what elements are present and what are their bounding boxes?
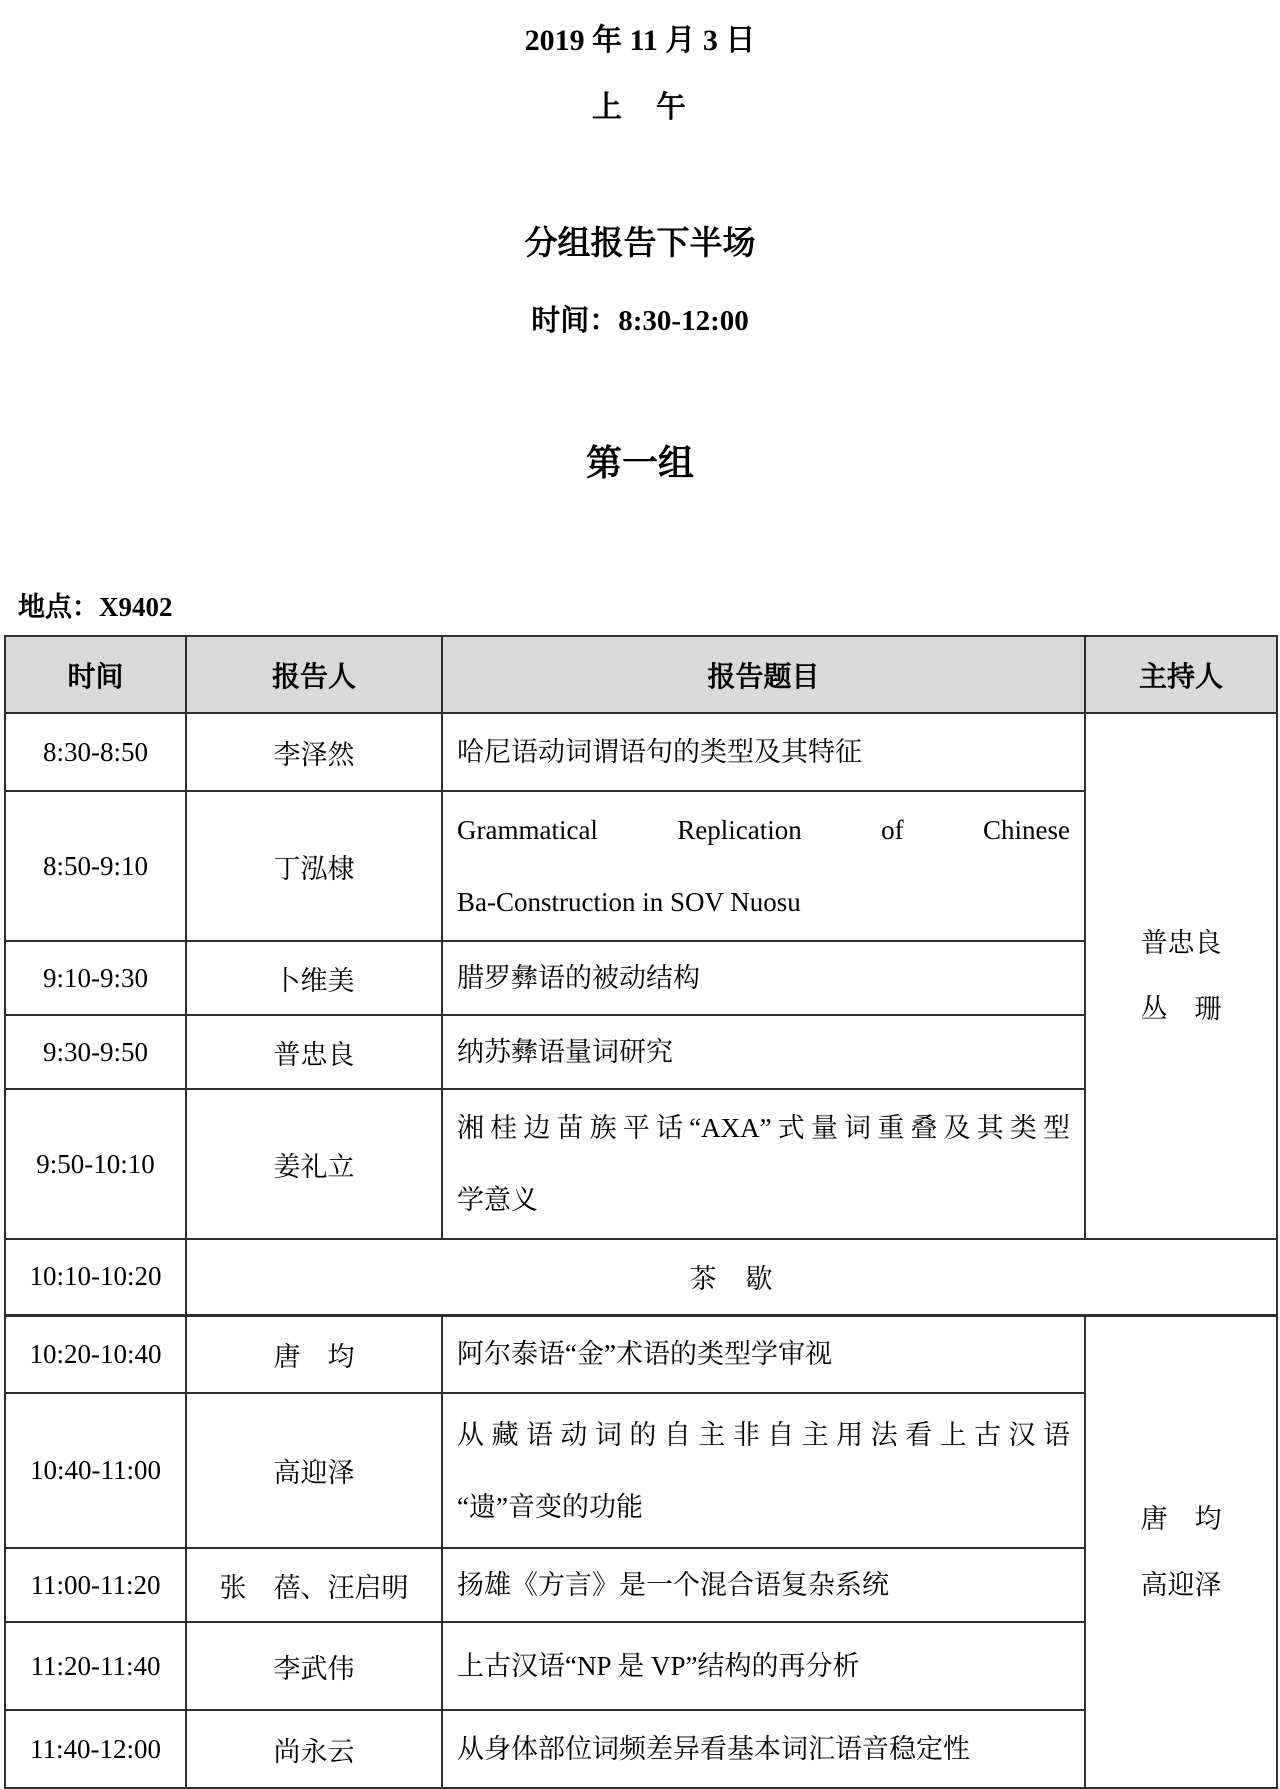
presenter-cell: 丁泓棣 (186, 791, 442, 941)
time-cell: 10:10-10:20 (5, 1239, 186, 1315)
chair-name: 高迎泽 (1140, 1569, 1222, 1600)
title-text: 纳苏彝语量词研究 (457, 1037, 673, 1067)
presenter-cell: 唐 均 (186, 1315, 442, 1393)
presenter-cell: 李武伟 (186, 1622, 442, 1710)
title-cell (442, 791, 1085, 941)
time-cell: 11:20-11:40 (5, 1622, 186, 1710)
tea-break-row (5, 1239, 1277, 1315)
time-cell: 10:20-10:40 (5, 1315, 186, 1393)
time-cell: 8:30-8:50 (5, 713, 186, 791)
title-cell (442, 1393, 1085, 1548)
title-text: 从身体部位词频差异看基本词汇语音稳定性 (457, 1734, 970, 1764)
title-text: 从藏语动词的自主非自主用法看上古汉语 (457, 1419, 1070, 1450)
session-time: 时间：8:30-12:00 (531, 305, 749, 337)
title-text: Ba-Construction in SOV Nuosu (457, 887, 801, 917)
group-title: 第一组 (585, 443, 694, 483)
header-row (5, 636, 1277, 713)
title-text: 哈尼语动词谓语句的类型及其特征 (457, 737, 862, 767)
chair-name: 丛 珊 (1140, 994, 1222, 1024)
title-text: 湘桂边苗族平话“AXA”式量词重叠及其类型 (457, 1113, 1070, 1143)
title-text: 阿尔泰语“金”术语的类型学审视 (457, 1339, 832, 1370)
title-cell (442, 1315, 1085, 1393)
time-cell: 8:50-9:10 (5, 791, 186, 941)
title-text: 扬雄《方言》是一个混合语复杂系统 (457, 1570, 889, 1600)
session-title: 上 午 (592, 91, 688, 124)
time-cell: 9:50-10:10 (5, 1089, 186, 1239)
table-row (5, 713, 1277, 791)
title-cell (442, 1622, 1085, 1710)
section-title: 分组报告下半场 (524, 226, 756, 262)
time-cell: 9:10-9:30 (5, 941, 186, 1015)
time-cell: 11:40-12:00 (5, 1710, 186, 1788)
presenter-cell: 张 蓓、汪启明 (186, 1548, 442, 1622)
schedule-table (4, 635, 1278, 1789)
table-row (5, 1315, 1277, 1393)
presenter-cell: 尚永云 (186, 1710, 442, 1788)
presenter-cell: 普忠良 (186, 1015, 442, 1089)
col-header-chair: 主持人 (1085, 636, 1277, 713)
title-cell (442, 1710, 1085, 1788)
title-cell (442, 1089, 1085, 1239)
title-text: 腊罗彝语的被动结构 (457, 963, 700, 993)
time-cell: 10:40-11:00 (5, 1393, 186, 1548)
title-text: 学意义 (457, 1185, 538, 1215)
chair-name: 唐 均 (1140, 1503, 1222, 1534)
col-header-title: 报告题目 (442, 636, 1085, 713)
title-text: Grammatical Replication of Chinese (457, 815, 1070, 845)
tea-break-label: 茶 歇 (186, 1239, 1277, 1315)
title-cell (442, 713, 1085, 791)
title-cell (442, 1548, 1085, 1622)
title-cell (442, 1015, 1085, 1089)
location-label: 地点：X9402 (18, 592, 173, 622)
time-cell: 9:30-9:50 (5, 1015, 186, 1089)
date-title: 2019 年 11 月 3 日 (524, 24, 756, 57)
presenter-cell: 高迎泽 (186, 1393, 442, 1548)
title-cell (442, 941, 1085, 1015)
col-header-time: 时间 (5, 636, 186, 713)
title-text: 上古汉语“NP 是 VP”结构的再分析 (457, 1651, 860, 1681)
chair-name: 普忠良 (1140, 928, 1222, 958)
col-header-presenter: 报告人 (186, 636, 442, 713)
title-text: “遗”音变的功能 (457, 1491, 643, 1522)
time-cell: 11:00-11:20 (5, 1548, 186, 1622)
presenter-cell: 李泽然 (186, 713, 442, 791)
chair-cell-group2 (1085, 1315, 1277, 1788)
presenter-cell: 姜礼立 (186, 1089, 442, 1239)
presenter-cell: 卜维美 (186, 941, 442, 1015)
chair-cell-group1 (1085, 713, 1277, 1239)
